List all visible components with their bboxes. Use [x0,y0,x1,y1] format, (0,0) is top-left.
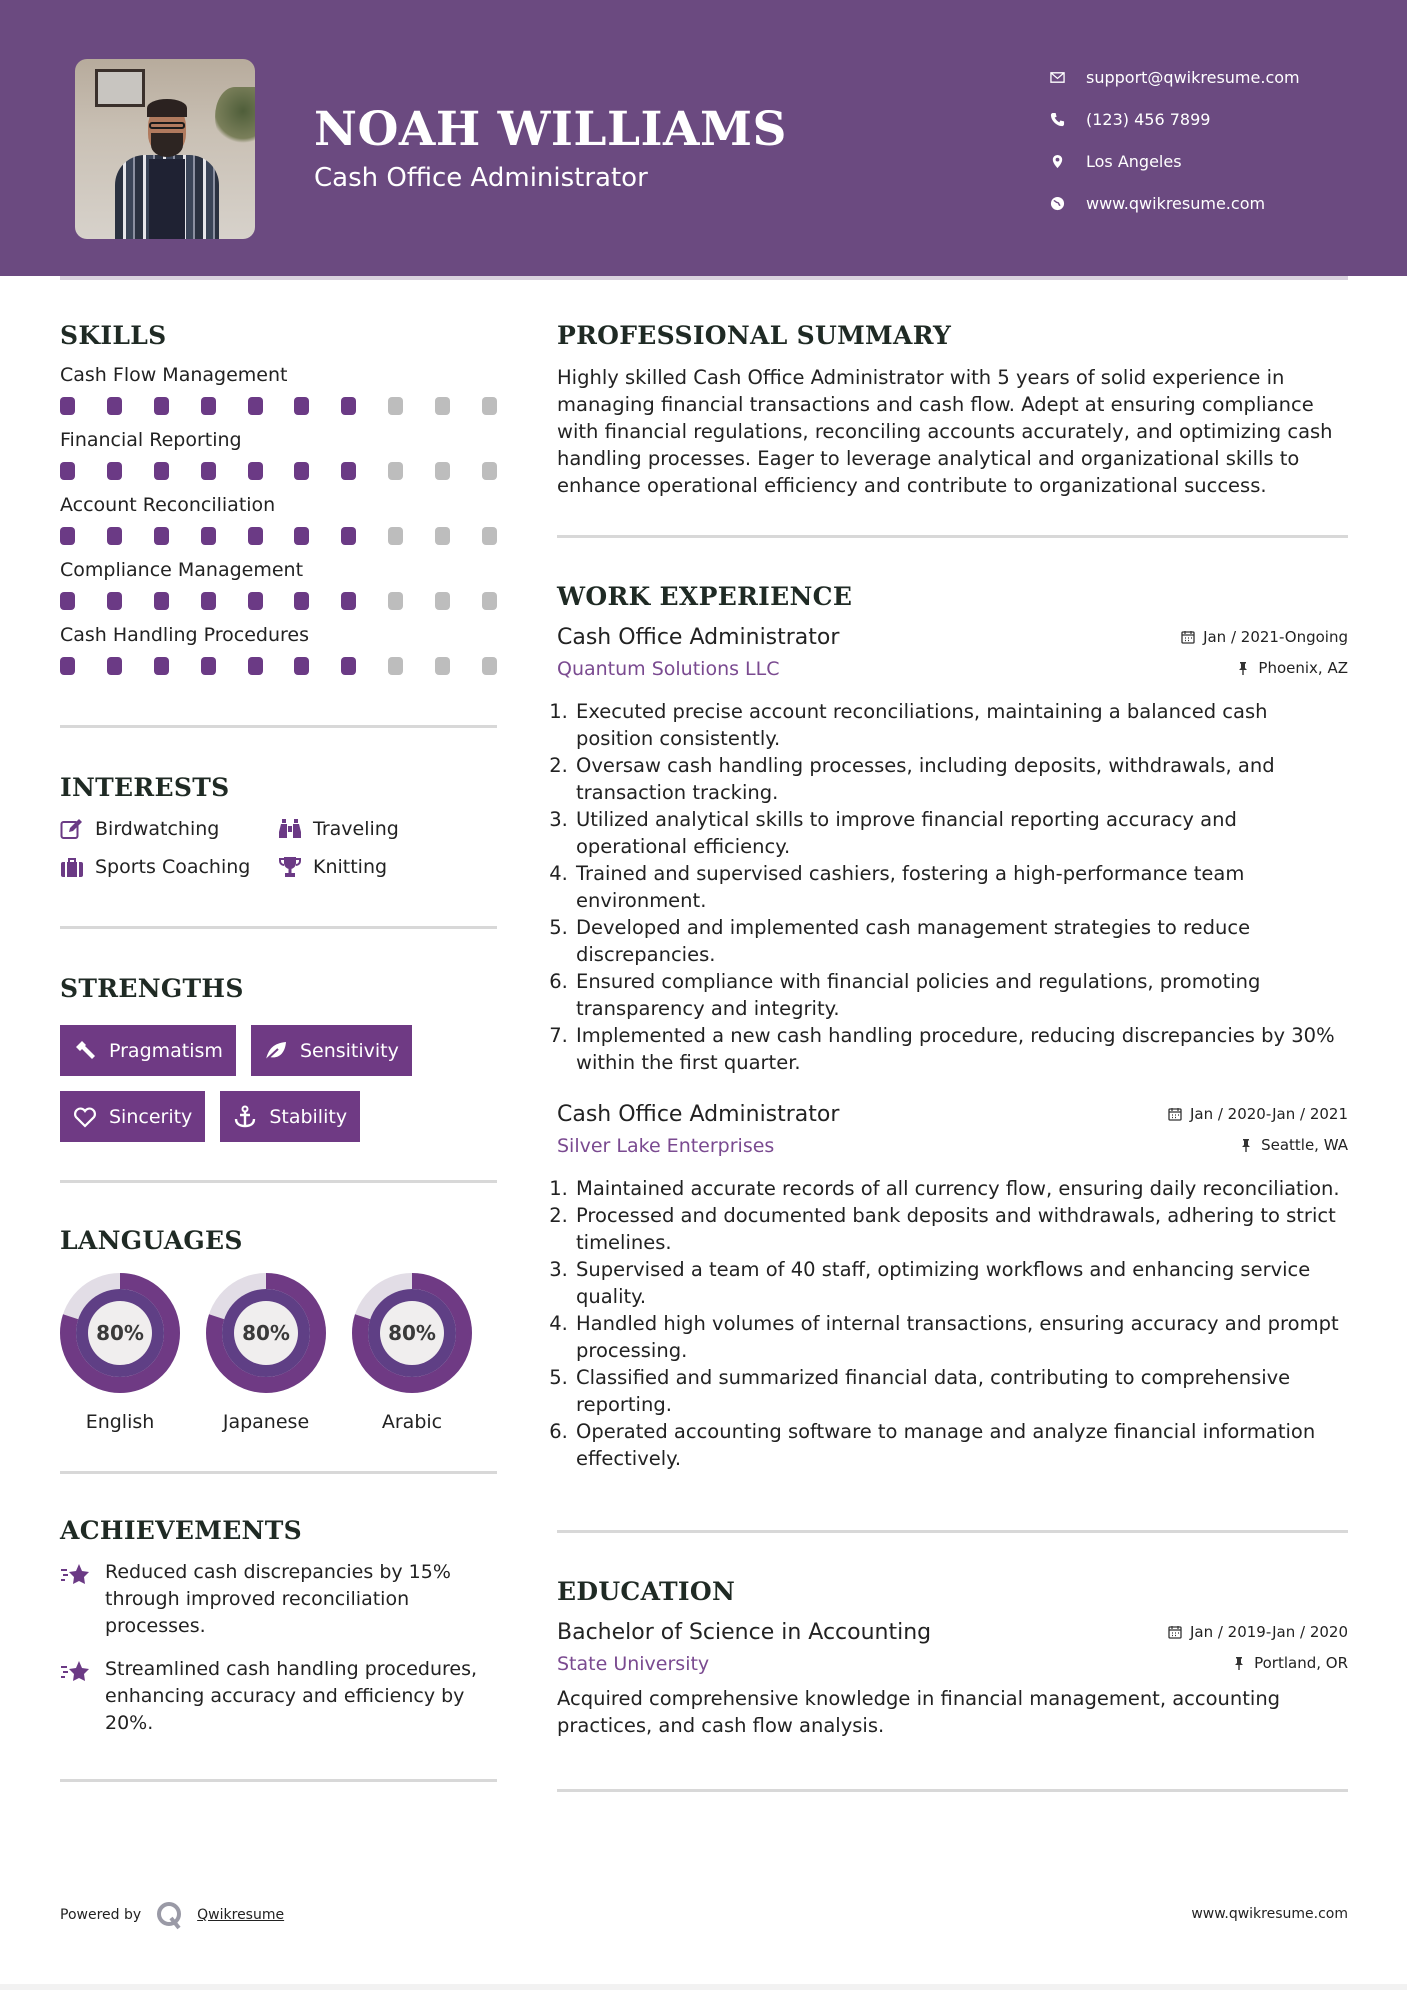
summary-title: PROFESSIONAL SUMMARY [557,321,952,350]
candidate-name: NOAH WILLIAMS [314,102,787,157]
candidate-role: Cash Office Administrator [314,163,648,193]
rating-dot-empty [435,527,450,545]
contact-email-text: support@qwikresume.com [1086,67,1300,87]
skill-rating [60,462,497,480]
contact-email[interactable] [1050,56,1300,98]
rating-dot-empty [435,462,450,480]
rating-dot-filled [154,527,169,545]
contact-phone[interactable] [1050,98,1300,140]
skill-item [60,429,497,480]
achievement-item [60,1656,497,1737]
skills-title: SKILLS [60,321,167,350]
anchor-icon [233,1105,257,1129]
job-bullet: 4. Trained and supervised cashiers, fostering a high-performance team environment. [574,860,1348,914]
map-marker-icon [1050,154,1086,169]
star-icon [60,1559,105,1640]
footer-powered-by [60,1900,284,1930]
rating-dot-filled [201,527,216,545]
interest-item [278,856,478,878]
calendar-icon [1168,1107,1182,1121]
skill-rating [60,657,497,675]
company-name: Silver Lake Enterprises [557,1135,775,1157]
job-bullet: 6. Operated accounting software to manage and analyze financial information effectively. [574,1418,1348,1472]
strengths-section [60,929,497,1142]
rating-dot-empty [388,462,403,480]
job-location-text: Seattle, WA [1261,1136,1348,1154]
job-entry [557,625,1348,1076]
contact-website[interactable] [1050,182,1300,224]
strength-chip [60,1091,205,1142]
section-divider [60,1779,497,1782]
qwikresume-link[interactable]: Qwikresume [197,1907,285,1923]
strengths-title: STRENGTHS [60,974,244,1003]
rating-dot-filled [154,462,169,480]
job-title: Cash Office Administrator [557,1102,840,1127]
rating-dot-empty [482,657,497,675]
rating-dot-filled [341,657,356,675]
achievement-item [60,1559,497,1640]
rating-dot-filled [248,657,263,675]
rating-dot-filled [294,462,309,480]
strength-label: Sensitivity [299,1039,399,1062]
languages-list [60,1273,497,1433]
experience-title: WORK EXPERIENCE [557,582,853,611]
contact-website-text: www.qwikresume.com [1086,193,1266,213]
skill-name: Financial Reporting [60,429,242,451]
strength-label: Stability [269,1105,348,1128]
language-percent: 80% [388,1321,436,1345]
interest-label: Birdwatching [95,818,220,840]
rating-dot-empty [435,397,450,415]
pushpin-icon [1232,1656,1246,1670]
skills-list [60,364,497,675]
skills-section [60,300,497,675]
rating-dot-empty [482,462,497,480]
rating-dot-empty [388,527,403,545]
job-bullet: 5. Developed and implemented cash management strategies to reduce discrepancies. [574,914,1348,968]
language-percent: 80% [96,1321,144,1345]
language-name: Arabic [381,1411,443,1433]
star-icon [60,1656,105,1737]
binoculars-icon [278,818,313,840]
job-dates-text: Jan / 2020-Jan / 2021 [1189,1105,1348,1123]
rating-dot-filled [294,527,309,545]
briefcase-icon [60,856,95,878]
job-bullet: 2. Oversaw cash handling processes, including deposits, withdrawals, and transaction tracking. [574,752,1348,806]
rating-dot-empty [435,657,450,675]
job-entry [557,1102,1348,1472]
job-bullet: 1. Executed precise account reconciliations, maintaining a balanced cash position consistently. [574,698,1348,752]
education-location [1232,1654,1348,1672]
rating-dot-filled [341,462,356,480]
interests-list [60,818,497,878]
interest-item [60,818,278,840]
job-bullets [557,698,1348,1076]
interest-item [60,856,278,878]
job-dates [1181,628,1348,646]
interest-item [278,818,478,840]
interest-label: Knitting [313,856,388,878]
rating-dot-filled [60,462,75,480]
languages-title: LANGUAGES [60,1226,243,1255]
envelope-icon [1050,70,1086,85]
education-section [557,1533,1348,1739]
strength-chip [251,1025,412,1076]
rating-dot-empty [482,527,497,545]
contact-location-text: Los Angeles [1086,151,1182,171]
strength-chip [220,1091,360,1142]
rating-dot-filled [201,462,216,480]
rating-dot-filled [60,527,75,545]
edit-icon [60,818,95,840]
job-location [1236,659,1348,677]
skill-name: Compliance Management [60,559,304,581]
contact-phone-text: (123) 456 7899 [1086,109,1211,129]
skill-item [60,364,497,415]
rating-dot-filled [248,592,263,610]
rating-dot-filled [107,527,122,545]
achievement-text: Reduced cash discrepancies by 15% through improved reconciliation processes. [105,1561,451,1637]
rating-dot-empty [482,397,497,415]
rating-dot-empty [388,397,403,415]
rating-dot-filled [154,657,169,675]
education-location-text: Portland, OR [1254,1654,1348,1672]
pushpin-icon [1239,1138,1253,1152]
rating-dot-filled [60,657,75,675]
calendar-icon [1168,1625,1182,1639]
language-percent: 80% [242,1321,290,1345]
rating-dot-empty [435,592,450,610]
header-banner [0,0,1407,276]
globe-icon [1050,196,1086,211]
school-name: State University [557,1653,710,1675]
skill-name: Account Reconciliation [60,494,276,516]
experience-section [557,538,1348,1472]
contact-list [1050,56,1300,224]
rating-dot-filled [341,527,356,545]
strength-chip [60,1025,236,1076]
degree-title: Bachelor of Science in Accounting [557,1620,932,1645]
skill-rating [60,397,497,415]
contact-location [1050,140,1300,182]
job-bullet: 5. Classified and summarized financial data, contributing to comprehensive reporting. [574,1364,1348,1418]
job-bullet: 4. Handled high volumes of internal transactions, ensuring accuracy and prompt processing. [574,1310,1348,1364]
pushpin-icon [1236,661,1250,675]
education-description: Acquired comprehensive knowledge in financial management, accounting practices, and cash flow analysis. [557,1687,1281,1737]
language-name: Japanese [222,1411,310,1433]
language-progress-ring [206,1273,326,1393]
skill-rating [60,527,497,545]
interests-title: INTERESTS [60,773,230,802]
rating-dot-filled [294,592,309,610]
rating-dot-filled [107,657,122,675]
job-bullet: 2. Processed and documented bank deposits and withdrawals, adhering to strict timelines. [574,1202,1348,1256]
rating-dot-empty [388,592,403,610]
skill-item [60,559,497,610]
rating-dot-filled [201,657,216,675]
job-dates-text: Jan / 2021-Ongoing [1203,628,1348,646]
footer-website[interactable]: www.qwikresume.com [1191,1906,1348,1922]
rating-dot-filled [248,527,263,545]
rating-dot-empty [482,592,497,610]
strength-label: Pragmatism [109,1039,223,1062]
page-bottom-edge [0,1984,1407,1990]
rating-dot-filled [201,397,216,415]
phone-icon [1050,112,1086,127]
achievements-section [60,1474,497,1737]
summary-section [557,300,1348,499]
job-bullet: 3. Utilized analytical skills to improve financial reporting accuracy and operational efficiency. [574,806,1348,860]
language-item [60,1273,180,1433]
achievements-title: ACHIEVEMENTS [60,1516,302,1545]
language-progress-ring [352,1273,472,1393]
powered-by-text: Powered by [60,1907,142,1923]
job-location-text: Phoenix, AZ [1258,659,1348,677]
calendar-icon [1181,630,1195,644]
interest-label: Sports Coaching [95,856,251,878]
job-bullet: 7. Implemented a new cash handling procedure, reducing discrepancies by 30% within the first quarter. [574,1022,1348,1076]
right-column [557,300,1348,1792]
language-progress-ring [60,1273,180,1393]
skill-name: Cash Flow Management [60,364,288,386]
rating-dot-filled [107,462,122,480]
rating-dot-filled [294,397,309,415]
achievement-text: Streamlined cash handling procedures, enhancing accuracy and efficiency by 20%. [105,1658,478,1734]
language-name: English [85,1411,155,1433]
trophy-icon [278,856,313,878]
rating-dot-filled [107,397,122,415]
strengths-list [60,1025,497,1142]
leaf-icon [264,1039,288,1063]
qwikresume-logo-icon [155,1900,185,1930]
rating-dot-filled [294,657,309,675]
education-title: EDUCATION [557,1577,736,1606]
rating-dot-filled [107,592,122,610]
interest-label: Traveling [313,818,399,840]
gavel-icon [73,1039,97,1063]
job-bullets [557,1175,1348,1472]
profile-photo [75,59,255,239]
language-item [352,1273,472,1433]
job-bullet: 3. Supervised a team of 40 staff, optimizing workflows and enhancing service quality. [574,1256,1348,1310]
summary-text: Highly skilled Cash Office Administrator with 5 years of solid experience in managing financial transactions and cash flow. Adept at ensuring compliance with financial regulations, reconciling accounts accurately, and optimizing cash handling processes. Eager to leverage analytical and organizational skills to enhance operational efficiency and contribute to organizational success. [557,366,1333,497]
job-location [1239,1136,1348,1154]
rating-dot-filled [248,462,263,480]
rating-dot-filled [60,592,75,610]
rating-dot-filled [60,397,75,415]
skill-item [60,624,497,675]
rating-dot-filled [341,397,356,415]
skill-name: Cash Handling Procedures [60,624,309,646]
rating-dot-empty [388,657,403,675]
job-dates [1168,1105,1348,1123]
languages-section [60,1183,497,1433]
rating-dot-filled [248,397,263,415]
skill-item [60,494,497,545]
heart-icon [73,1105,97,1129]
header-divider [60,276,1348,280]
language-item [206,1273,326,1433]
skill-rating [60,592,497,610]
rating-dot-filled [154,397,169,415]
job-bullet: 6. Ensured compliance with financial policies and regulations, promoting transparency and integrity. [574,968,1348,1022]
rating-dot-filled [154,592,169,610]
section-divider [557,1789,1348,1792]
education-dates-text: Jan / 2019-Jan / 2020 [1189,1623,1348,1641]
company-name: Quantum Solutions LLC [557,658,780,680]
rating-dot-filled [341,592,356,610]
interests-section [60,728,497,878]
job-title: Cash Office Administrator [557,625,840,650]
rating-dot-filled [201,592,216,610]
education-dates [1168,1623,1348,1641]
strength-label: Sincerity [109,1105,193,1128]
left-column [60,300,497,1782]
job-bullet: 1. Maintained accurate records of all currency flow, ensuring daily reconciliation. [574,1175,1348,1202]
